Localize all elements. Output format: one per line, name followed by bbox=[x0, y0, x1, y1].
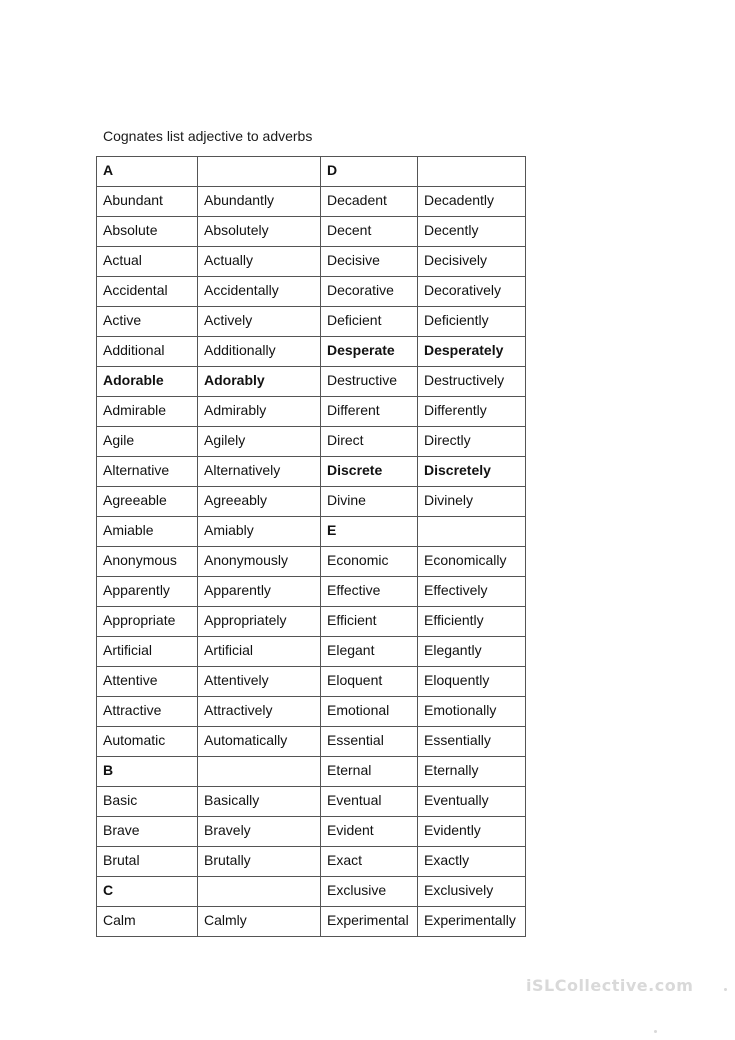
table-row bbox=[97, 427, 526, 457]
table-cell: Evident bbox=[321, 817, 418, 847]
table-cell: Actual bbox=[97, 247, 198, 277]
table-row bbox=[97, 277, 526, 307]
table-row bbox=[97, 157, 526, 187]
table-cell: Different bbox=[321, 397, 418, 427]
table-row bbox=[97, 877, 526, 907]
table-cell: Calm bbox=[97, 907, 198, 937]
table-cell: Attractively bbox=[198, 697, 321, 727]
table-cell: Additional bbox=[97, 337, 198, 367]
table-row bbox=[97, 397, 526, 427]
cognates-table-body bbox=[97, 157, 526, 937]
table-cell: Accidentally bbox=[198, 277, 321, 307]
table-cell: Elegant bbox=[321, 637, 418, 667]
table-cell: Elegantly bbox=[418, 637, 526, 667]
table-cell: Apparently bbox=[198, 577, 321, 607]
table-cell: Direct bbox=[321, 427, 418, 457]
table-cell: Desperately bbox=[418, 337, 526, 367]
table-row bbox=[97, 907, 526, 937]
table-row bbox=[97, 547, 526, 577]
table-cell: Decorative bbox=[321, 277, 418, 307]
table-cell bbox=[418, 517, 526, 547]
table-row bbox=[97, 187, 526, 217]
table-cell: Artificial bbox=[198, 637, 321, 667]
table-cell: Attractive bbox=[97, 697, 198, 727]
table-cell: Efficiently bbox=[418, 607, 526, 637]
table-cell: Effectively bbox=[418, 577, 526, 607]
table-cell: Discretely bbox=[418, 457, 526, 487]
table-cell bbox=[198, 157, 321, 187]
table-cell: Abundant bbox=[97, 187, 198, 217]
decorative-dot bbox=[724, 988, 727, 991]
table-cell: Active bbox=[97, 307, 198, 337]
table-cell: Agilely bbox=[198, 427, 321, 457]
table-row bbox=[97, 367, 526, 397]
table-cell: Decoratively bbox=[418, 277, 526, 307]
table-cell: Exact bbox=[321, 847, 418, 877]
table-row bbox=[97, 217, 526, 247]
table-cell: Exclusive bbox=[321, 877, 418, 907]
table-cell: Emotionally bbox=[418, 697, 526, 727]
table-row bbox=[97, 727, 526, 757]
table-cell: Deficiently bbox=[418, 307, 526, 337]
table-cell: Emotional bbox=[321, 697, 418, 727]
table-cell: Adorable bbox=[97, 367, 198, 397]
table-cell: Experimentally bbox=[418, 907, 526, 937]
table-cell: Deficient bbox=[321, 307, 418, 337]
table-row bbox=[97, 817, 526, 847]
table-row bbox=[97, 667, 526, 697]
table-cell: Attentive bbox=[97, 667, 198, 697]
cognates-table bbox=[96, 156, 526, 937]
table-cell: Economically bbox=[418, 547, 526, 577]
table-row bbox=[97, 697, 526, 727]
table-cell: Bravely bbox=[198, 817, 321, 847]
table-row bbox=[97, 337, 526, 367]
table-cell: Decisively bbox=[418, 247, 526, 277]
table-cell: Accidental bbox=[97, 277, 198, 307]
table-cell: Discrete bbox=[321, 457, 418, 487]
table-row bbox=[97, 607, 526, 637]
table-cell: Decent bbox=[321, 217, 418, 247]
table-cell: Artificial bbox=[97, 637, 198, 667]
table-cell: Destructive bbox=[321, 367, 418, 397]
table-cell: Automatic bbox=[97, 727, 198, 757]
table-cell: Directly bbox=[418, 427, 526, 457]
table-cell: Economic bbox=[321, 547, 418, 577]
table-cell: Apparently bbox=[97, 577, 198, 607]
table-cell: Destructively bbox=[418, 367, 526, 397]
table-cell: Desperate bbox=[321, 337, 418, 367]
table-cell: Decadent bbox=[321, 187, 418, 217]
table-cell: Calmly bbox=[198, 907, 321, 937]
table-row bbox=[97, 307, 526, 337]
table-cell: Basic bbox=[97, 787, 198, 817]
table-cell: Appropriately bbox=[198, 607, 321, 637]
table-cell: Essentially bbox=[418, 727, 526, 757]
table-cell: Brutally bbox=[198, 847, 321, 877]
table-row bbox=[97, 517, 526, 547]
table-cell: Eternal bbox=[321, 757, 418, 787]
table-cell: B bbox=[97, 757, 198, 787]
table-row bbox=[97, 637, 526, 667]
table-cell: Absolutely bbox=[198, 217, 321, 247]
table-cell: Additionally bbox=[198, 337, 321, 367]
table-cell: Admirably bbox=[198, 397, 321, 427]
table-cell: Amiable bbox=[97, 517, 198, 547]
table-cell: Alternatively bbox=[198, 457, 321, 487]
table-cell: Anonymously bbox=[198, 547, 321, 577]
table-cell: Brutal bbox=[97, 847, 198, 877]
table-cell: Attentively bbox=[198, 667, 321, 697]
table-cell: Efficient bbox=[321, 607, 418, 637]
table-cell: Agile bbox=[97, 427, 198, 457]
table-cell: Amiably bbox=[198, 517, 321, 547]
table-row bbox=[97, 757, 526, 787]
table-cell: Eternally bbox=[418, 757, 526, 787]
table-cell: Eventually bbox=[418, 787, 526, 817]
table-cell: Effective bbox=[321, 577, 418, 607]
table-row bbox=[97, 487, 526, 517]
table-cell: Evidently bbox=[418, 817, 526, 847]
table-row bbox=[97, 247, 526, 277]
table-cell: Actively bbox=[198, 307, 321, 337]
document-title: Cognates list adjective to adverbs bbox=[103, 128, 313, 144]
table-cell: Alternative bbox=[97, 457, 198, 487]
table-cell: Appropriate bbox=[97, 607, 198, 637]
table-cell: Anonymous bbox=[97, 547, 198, 577]
table-cell bbox=[198, 757, 321, 787]
table-cell: Agreeably bbox=[198, 487, 321, 517]
table-cell: Agreeable bbox=[97, 487, 198, 517]
table-row bbox=[97, 577, 526, 607]
table-cell: Decadently bbox=[418, 187, 526, 217]
table-cell: Experimental bbox=[321, 907, 418, 937]
table-cell: E bbox=[321, 517, 418, 547]
table-cell: A bbox=[97, 157, 198, 187]
table-cell bbox=[418, 157, 526, 187]
table-cell: Admirable bbox=[97, 397, 198, 427]
table-cell: Eloquently bbox=[418, 667, 526, 697]
table-cell: Differently bbox=[418, 397, 526, 427]
table-cell: Adorably bbox=[198, 367, 321, 397]
table-cell: Exactly bbox=[418, 847, 526, 877]
table-cell: Decisive bbox=[321, 247, 418, 277]
table-row bbox=[97, 787, 526, 817]
table-cell: C bbox=[97, 877, 198, 907]
table-cell: Eloquent bbox=[321, 667, 418, 697]
table-cell: Brave bbox=[97, 817, 198, 847]
table-cell: Absolute bbox=[97, 217, 198, 247]
table-cell: Eventual bbox=[321, 787, 418, 817]
table-cell: Decently bbox=[418, 217, 526, 247]
decorative-dot bbox=[654, 1030, 657, 1033]
table-cell: D bbox=[321, 157, 418, 187]
table-cell: Basically bbox=[198, 787, 321, 817]
table-cell bbox=[198, 877, 321, 907]
table-row bbox=[97, 457, 526, 487]
table-cell: Exclusively bbox=[418, 877, 526, 907]
table-cell: Divinely bbox=[418, 487, 526, 517]
table-cell: Essential bbox=[321, 727, 418, 757]
table-cell: Divine bbox=[321, 487, 418, 517]
table-cell: Automatically bbox=[198, 727, 321, 757]
table-row bbox=[97, 847, 526, 877]
watermark-logo: iSLCollective.com bbox=[526, 976, 694, 995]
table-cell: Abundantly bbox=[198, 187, 321, 217]
table-cell: Actually bbox=[198, 247, 321, 277]
